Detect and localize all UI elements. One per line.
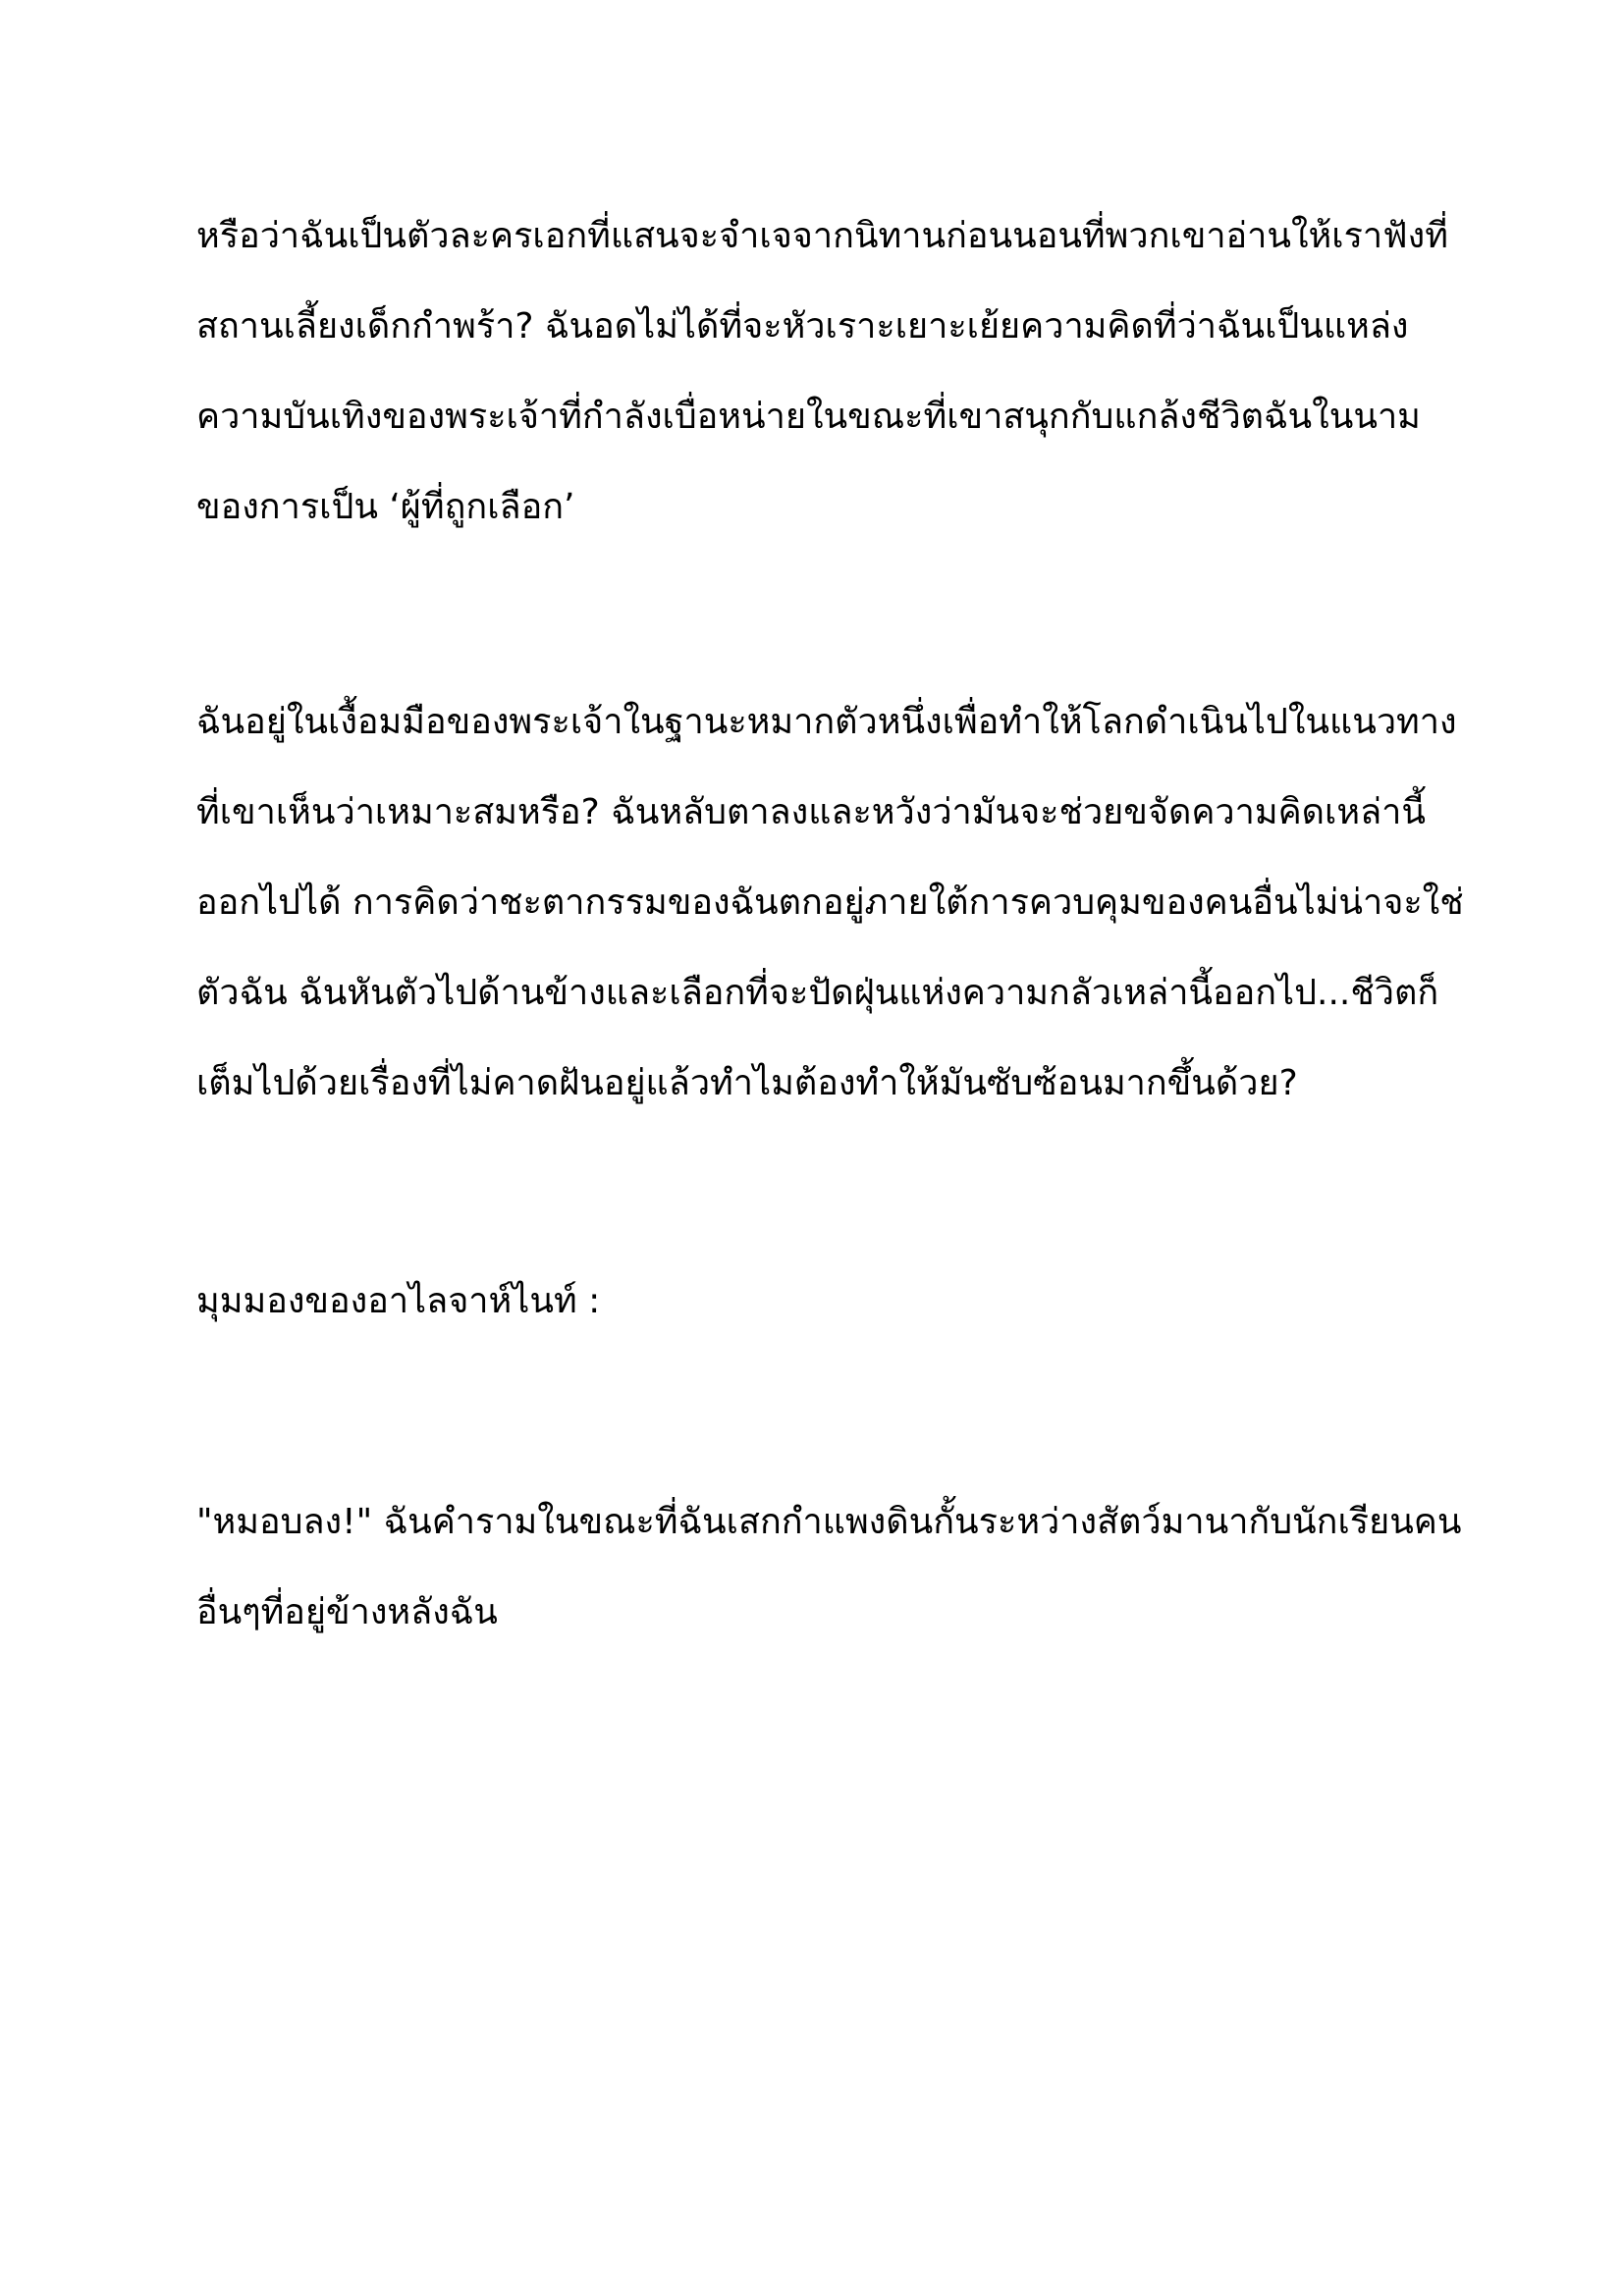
paragraph-1-line-3: ความบันเทิงของพระเจ้าที่กำลังเบื่อหน่ายในขณะที่เขาสนุกกับแกล้งชีวิตฉันในนาม <box>196 397 1421 437</box>
section-heading-line-1: มุมมองของอาไลจาห์ไนท์ : <box>196 1281 601 1321</box>
paragraph-1-line-4: ของการเป็น ‘ผู้ที่ถูกเลือก’ <box>196 487 575 527</box>
paragraph-2-line-5: เต็มไปด้วยเรื่องที่ไม่คาดฝันอยู่แล้วทำไมต้องทำให้มันซับซ้อนมากขึ้นด้วย? <box>196 1063 1298 1103</box>
paragraph-2-line-1: ฉันอยู่ในเงื้อมมือของพระเจ้าในฐานะหมากตัวหนึ่งเพื่อทำให้โลกดำเนินไปในแนวทาง <box>196 702 1457 742</box>
paragraph-1-line-1: หรือว่าฉันเป็นตัวละครเอกที่แสนจะจำเจจากนิทานก่อนนอนที่พวกเขาอ่านให้เราฟังที่ <box>196 216 1448 256</box>
paragraph-4-line-2: อื่นๆที่อยู่ข้างหลังฉัน <box>196 1592 498 1632</box>
paragraph-4 <box>196 1477 1462 1658</box>
paragraph-2-line-3: ออกไปได้ การคิดว่าชะตากรรมของฉันตกอยู่ภายใต้การควบคุมของคนอื่นไม่น่าจะใช่ <box>196 882 1464 923</box>
paragraph-2-line-4: ตัวฉัน ฉันหันตัวไปด้านข้างและเลือกที่จะปัดฝุ่นแห่งความกลัวเหล่านี้ออกไป...ชีวิตก็ <box>196 973 1439 1013</box>
paragraph-2 <box>196 677 1464 1129</box>
paragraph-2-line-2: ที่เขาเห็นว่าเหมาะสมหรือ? ฉันหลับตาลงและหวังว่ามันจะช่วยขจัดความคิดเหล่านี้ <box>196 792 1426 832</box>
paragraph-1-line-2: สถานเลี้ยงเด็กกำพร้า? ฉันอดไม่ได้ที่จะหัวเราะเยาะเย้ยความคิดที่ว่าฉันเป็นแหล่ง <box>196 306 1409 347</box>
paragraph-1 <box>196 191 1448 553</box>
section-heading <box>196 1256 1443 1347</box>
paragraph-4-line-1: "หมอบลง!" ฉันคำรามในขณะที่ฉันเสกกำแพงดินกั้นระหว่างสัตว์มานากับนักเรียนคน <box>196 1502 1462 1542</box>
